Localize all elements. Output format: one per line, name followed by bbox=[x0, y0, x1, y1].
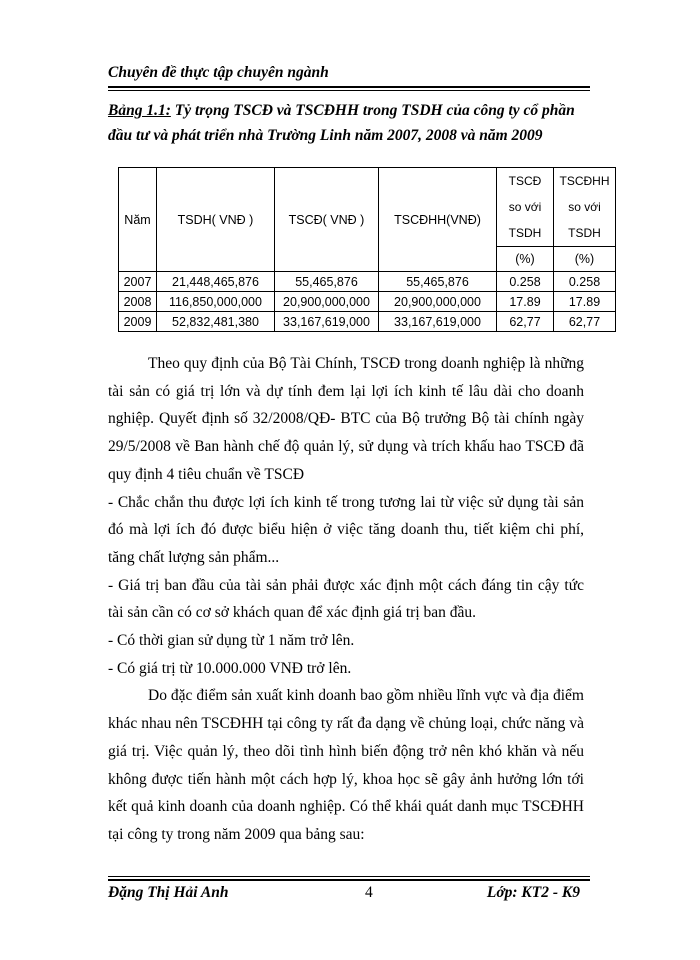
cell-year: 2007 bbox=[119, 272, 157, 292]
page-header-title: Chuyên đề thực tập chuyên ngành bbox=[108, 64, 329, 81]
table-row bbox=[119, 292, 616, 312]
ratio2-unit: (%) bbox=[554, 247, 616, 272]
cell-tscdhh-ratio: 17.89 bbox=[554, 292, 616, 312]
cell-tscdhh: 20,900,000,000 bbox=[379, 292, 497, 312]
body-text bbox=[108, 350, 584, 849]
col-header-year: Năm bbox=[119, 168, 157, 272]
cell-tscd: 55,465,876 bbox=[275, 272, 379, 292]
footer-page-number: 4 bbox=[365, 884, 373, 901]
cell-tscdhh-ratio: 62,77 bbox=[554, 312, 616, 332]
footer-rule bbox=[108, 876, 590, 881]
footer-author: Đặng Thị Hải Anh bbox=[108, 884, 229, 901]
cell-year: 2009 bbox=[119, 312, 157, 332]
criterion-2: - Giá trị ban đầu của tài sản phải được xác định một cách đáng tin cậy tức tài sản cần có cơ sở khách quan để xác định giá trị ban đầu. bbox=[108, 576, 584, 622]
cell-tscdhh: 33,167,619,000 bbox=[379, 312, 497, 332]
table-row bbox=[119, 272, 616, 292]
cell-tscdhh-ratio: 0.258 bbox=[554, 272, 616, 292]
cell-tscd-ratio: 0.258 bbox=[497, 272, 554, 292]
ratio1-unit: (%) bbox=[497, 247, 554, 272]
ratio1-line3: TSDH bbox=[508, 226, 542, 240]
paragraph-intro: Theo quy định của Bộ Tài Chính, TSCĐ trong doanh nghiệp là những tài sản có giá trị lớn và dự tính đem lại lợi ích kinh tế lâu dài cho doanh nghiệp. Quyết định số 32/2008/QĐ- BTC của Bộ trưởng Bộ tài chính ngày 29/5/2008 về Ban hành chế độ quản lý, sử dụng và trích khấu hao TSCĐ đã quy định 4 tiêu chuẩn về TSCĐ bbox=[108, 355, 584, 483]
col-header-tscd: TSCĐ( VNĐ ) bbox=[275, 168, 379, 272]
cell-tsdh: 116,850,000,000 bbox=[157, 292, 275, 312]
ratio1-line1: TSCĐ bbox=[508, 174, 542, 188]
ratio2-line1: TSCĐHH bbox=[559, 174, 610, 188]
col-header-tscdhh: TSCĐHH(VNĐ) bbox=[379, 168, 497, 272]
footer-class: Lớp: KT2 - K9 bbox=[486, 884, 580, 901]
header-rule-thick bbox=[108, 86, 590, 88]
caption-text: Tỷ trọng TSCĐ và TSCĐHH trong TSDH của công ty cổ phần đầu tư và phát triển nhà Trường Linh năm 2007, 2008 và năm 2009 bbox=[108, 102, 575, 144]
cell-tscd: 33,167,619,000 bbox=[275, 312, 379, 332]
criterion-4: - Có giá trị từ 10.000.000 VNĐ trở lên. bbox=[108, 659, 352, 677]
cell-tscd: 20,900,000,000 bbox=[275, 292, 379, 312]
col-header-tscd-ratio bbox=[497, 168, 554, 247]
ratio2-line2: so với bbox=[568, 200, 601, 214]
col-header-tscdhh-ratio bbox=[554, 168, 616, 247]
paragraph-overview: Do đặc điểm sản xuất kinh doanh bao gồm nhiều lĩnh vực và địa điểm khác nhau nên TSCĐHH tại công ty rất đa dạng về chủng loại, chức năng và giá trị. Việc quản lý, theo dõi tình hình biến động trở nên khó khăn và nếu không được tiến hành một cách hợp lý, khoa học sẽ gây ảnh hưởng lớn tới kết quả kinh doanh của doanh nghiệp. Có thể khái quát danh mục TSCĐHH tại công ty trong năm 2009 qua bảng sau: bbox=[108, 687, 584, 843]
cell-tsdh: 21,448,465,876 bbox=[157, 272, 275, 292]
col-header-tsdh: TSDH( VNĐ ) bbox=[157, 168, 275, 272]
table-caption bbox=[108, 98, 598, 148]
cell-tscd-ratio: 62,77 bbox=[497, 312, 554, 332]
caption-label: Bảng 1.1: bbox=[108, 102, 171, 119]
cell-year: 2008 bbox=[119, 292, 157, 312]
cell-tscdhh: 55,465,876 bbox=[379, 272, 497, 292]
ratio2-line3: TSDH bbox=[568, 226, 601, 240]
criterion-3: - Có thời gian sử dụng từ 1 năm trở lên. bbox=[108, 632, 355, 650]
table-row bbox=[119, 312, 616, 332]
asset-ratio-table bbox=[118, 167, 616, 332]
header-rule-thin bbox=[108, 90, 590, 91]
cell-tsdh: 52,832,481,380 bbox=[157, 312, 275, 332]
ratio1-line2: so với bbox=[508, 200, 542, 214]
criterion-1: - Chắc chắn thu được lợi ích kinh tế trong tương lai từ việc sử dụng tài sản đó mà lợi ích đó được biểu hiện ở việc tăng doanh thu, tiết kiệm chi phí, tăng chất lượng sản phẩm... bbox=[108, 493, 584, 566]
table-header-row bbox=[119, 168, 616, 247]
cell-tscd-ratio: 17.89 bbox=[497, 292, 554, 312]
